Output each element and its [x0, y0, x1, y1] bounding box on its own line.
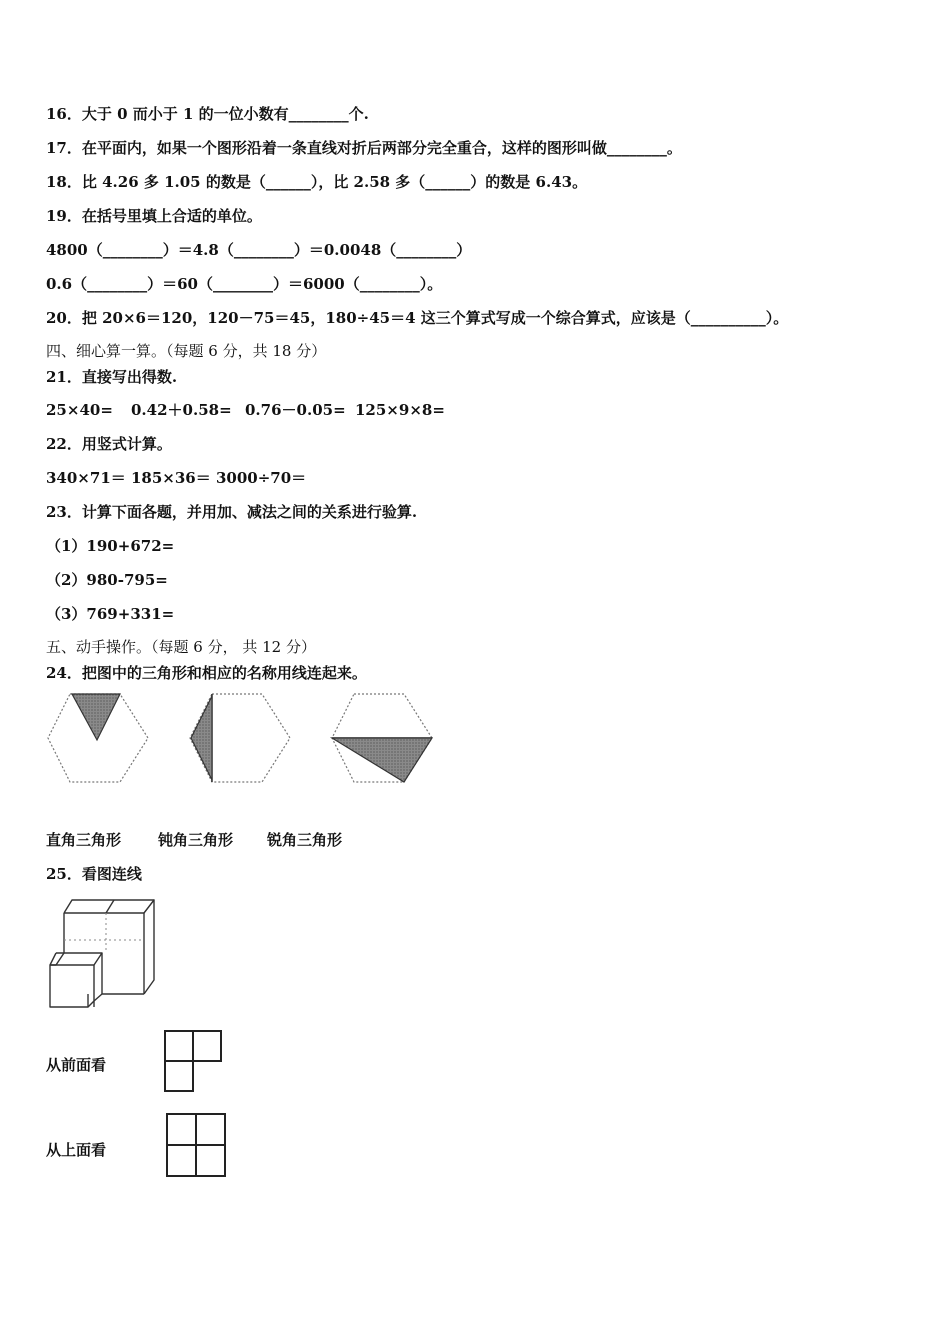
question-24: 24．把图中的三角形和相应的名称用线连起来。 [46, 664, 367, 682]
question-21: 21．直接写出得数. [46, 368, 178, 386]
q25-cube-solid [44, 895, 159, 1013]
question-22: 22．用竖式计算。 [46, 435, 172, 453]
q23-item-1: （1）190+672= [46, 537, 175, 555]
q24-label-right: 直角三角形 [46, 831, 122, 849]
q23-item-3: （3）769+331= [46, 605, 175, 623]
question-19-line-2: 0.6（________）＝60（________）＝6000（________）。 [46, 275, 443, 293]
section-5-heading: 五、动手操作。（每题 6 分， 共 12 分） [46, 638, 316, 656]
q24-label-obtuse: 钝角三角形 [158, 831, 234, 849]
q21-item-4: 125×9×8= [355, 401, 445, 419]
q21-item-3: 0.76－0.05= [245, 401, 346, 419]
hexagon-figure-3 [332, 694, 432, 782]
q25-top-view-label: 从上面看 [46, 1141, 107, 1159]
question-25: 25．看图连线 [46, 865, 142, 883]
question-23: 23．计算下面各题，并用加、减法之间的关系进行验算. [46, 503, 418, 521]
q24-label-acute: 锐角三角形 [267, 831, 343, 849]
hexagon-figure-1 [48, 694, 148, 782]
question-18: 18．比 4.26 多 1.05 的数是（______），比 2.58 多（______）的数是 6.43。 [46, 173, 588, 191]
q21-item-2: 0.42＋0.58= [131, 401, 232, 419]
q25-top-view-grid [162, 1110, 230, 1180]
question-17: 17．在平面内，如果一个图形沿着一条直线对折后两部分完全重合，这样的图形叫做________。 [46, 139, 682, 157]
q25-front-view-grid [160, 1026, 226, 1096]
q22-items: 340×71＝ 185×36＝ 3000÷70＝ [46, 469, 307, 487]
hexagon-figure-2 [190, 694, 290, 782]
q25-front-view-label: 从前面看 [46, 1056, 107, 1074]
q24-hexagon-figures [40, 688, 440, 788]
question-16: 16．大于 0 而小于 1 的一位小数有________个. [46, 105, 369, 123]
question-19: 19．在括号里填上合适的单位。 [46, 207, 262, 225]
q21-item-1: 25×40= [46, 401, 113, 419]
section-4-heading: 四、细心算一算。（每题 6 分，共 18 分） [46, 342, 327, 360]
question-20: 20．把 20×6＝120，120－75＝45，180÷45＝4 这三个算式写成一个综合算式，应该是（__________）。 [46, 309, 789, 327]
q23-item-2: （2）980-795= [46, 571, 168, 589]
question-19-line-1: 4800（________）＝4.8（________）＝0.0048（________） [46, 241, 472, 259]
